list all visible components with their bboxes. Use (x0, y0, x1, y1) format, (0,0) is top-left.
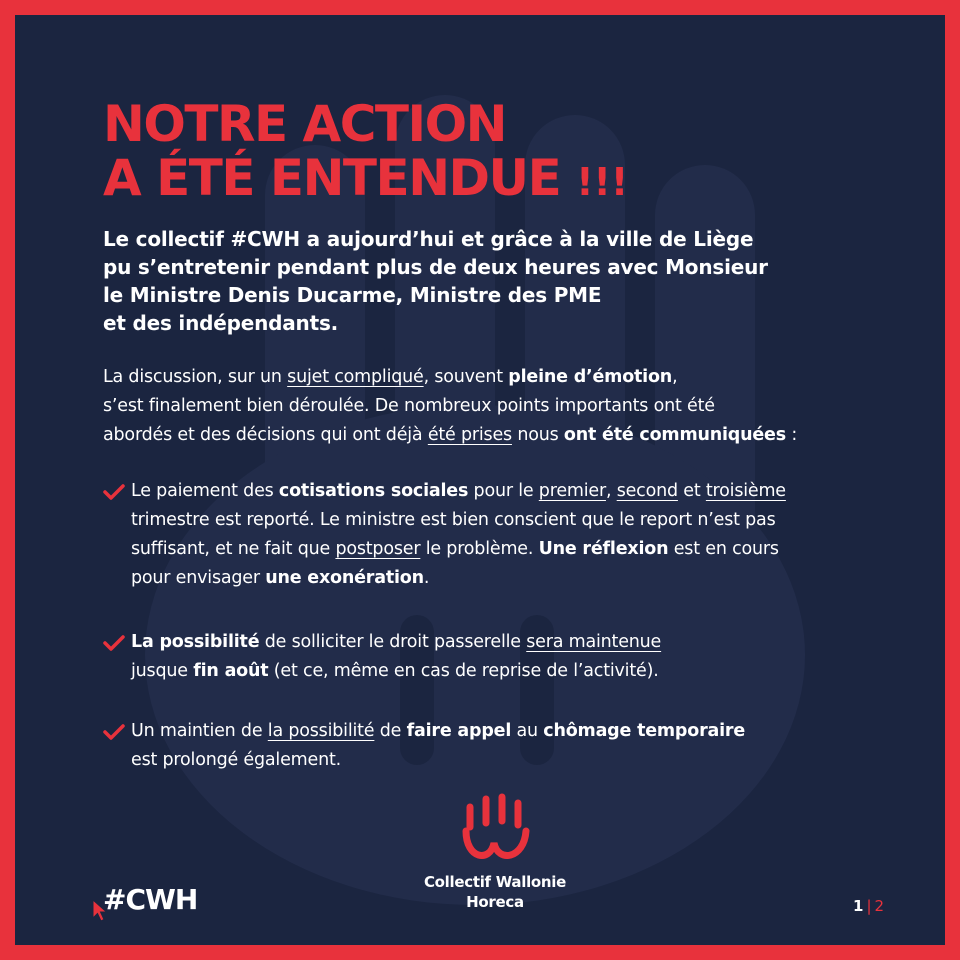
bullet-text (131, 717, 903, 775)
bullet-line: Un maintien de la possibilité de faire appel au chômage temporaire (131, 721, 746, 741)
underlined-text: sera maintenue (526, 632, 662, 652)
headline (103, 97, 628, 209)
check-icon (103, 724, 125, 740)
bold-text: pleine d’émotion (508, 367, 673, 387)
underlined-text: second (616, 481, 678, 501)
bold-text: chômage temporaire (543, 721, 746, 741)
page-indicator (853, 896, 884, 916)
current-page: 1 (853, 897, 864, 915)
bold-text: cotisations sociales (278, 481, 469, 501)
bold-text: ont été communiquées (563, 425, 786, 445)
brand-line: Collectif Wallonie (423, 873, 567, 891)
underlined-text: postposer (335, 539, 421, 559)
bullet-text (131, 628, 903, 686)
page-separator: | (866, 897, 872, 915)
brand-line: Horeca (466, 893, 524, 911)
discussion-paragraph (103, 363, 903, 450)
bold-text: La possibilité (131, 632, 260, 652)
paragraph-line: s’est finalement bien déroulée. De nombreux points importants ont été (103, 396, 715, 416)
headline-exclamation: !!! (576, 160, 629, 204)
check-icon (103, 484, 125, 500)
intro-line: Le collectif #CWH a aujourd’hui et grâce à la ville de Liège (103, 227, 754, 251)
bullet-line: jusque fin août (et ce, même en cas de reprise de l’activité). (131, 661, 659, 681)
hashtag: #CWH (103, 883, 198, 916)
paragraph-line: abordés et des décisions qui ont déjà été prises nous ont été communiquées : (103, 425, 798, 445)
bullet-item-passerelle (103, 628, 903, 686)
check-icon (103, 635, 125, 651)
bold-text: une exonération (265, 568, 424, 588)
bold-text: Une réflexion (538, 539, 669, 559)
bullet-item-chomage (103, 717, 903, 775)
paragraph-line: La discussion, sur un sujet compliqué, souvent pleine d’émotion, (103, 367, 678, 387)
bullet-line: suffisant, et ne fait que postposer le problème. Une réflexion est en cours (131, 539, 779, 559)
bullet-line: Le paiement des cotisations sociales pour le premier, second et troisième (131, 481, 786, 501)
underlined-text: été prises (427, 425, 512, 445)
bullet-line: La possibilité de solliciter le droit passerelle sera maintenue (131, 632, 662, 652)
cursor-icon (92, 899, 108, 923)
intro-line: et des indépendants. (103, 311, 339, 335)
intro-statement (103, 225, 863, 337)
bullet-text (131, 477, 903, 593)
headline-line-2: A ÉTÉ ENTENDUE !!! (103, 149, 629, 207)
headline-line-1: NOTRE ACTION (103, 95, 506, 153)
next-page[interactable]: 2 (874, 897, 885, 915)
brand-name (375, 872, 615, 912)
bullet-line: trimestre est reporté. Le ministre est bien conscient que le report n’est pas (131, 510, 776, 530)
hand-w-logo-icon (454, 793, 538, 865)
intro-line: le Ministre Denis Ducarme, Ministre des PME (103, 283, 602, 307)
intro-line: pu s’entretenir pendant plus de deux heures avec Monsieur (103, 255, 768, 279)
bullet-item-cotisations (103, 477, 903, 593)
underlined-text: troisième (705, 481, 786, 501)
bullet-line: est prolongé également. (131, 750, 341, 770)
underlined-text: premier (538, 481, 606, 501)
bold-text: faire appel (406, 721, 512, 741)
bullet-line: pour envisager une exonération. (131, 568, 430, 588)
bold-text: fin août (193, 661, 269, 681)
underlined-text: sujet compliqué (287, 367, 424, 387)
underlined-text: la possibilité (267, 721, 375, 741)
